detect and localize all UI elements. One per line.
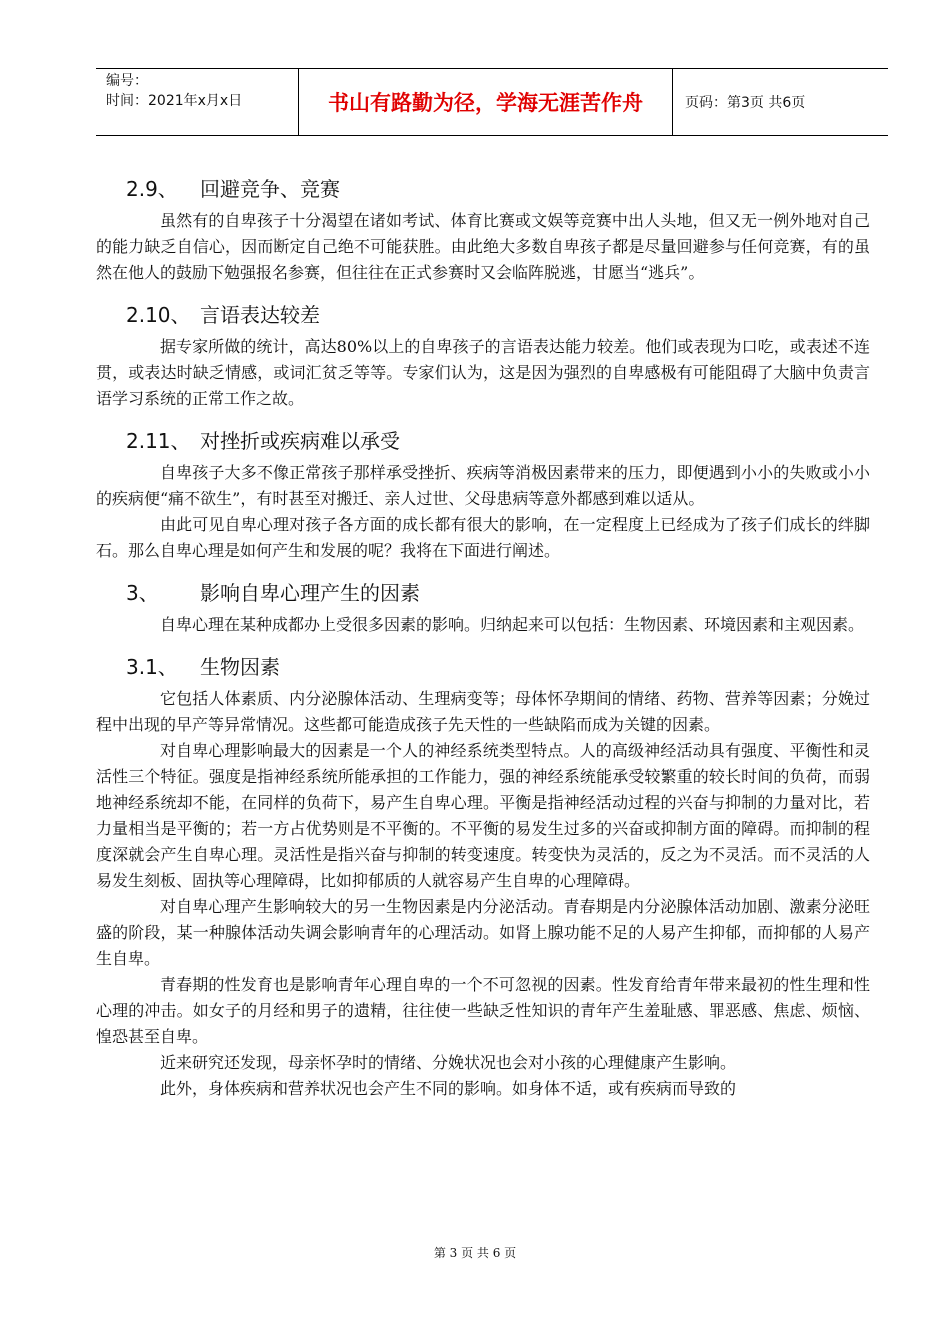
paragraph: 自卑孩子大多不像正常孩子那样承受挫折、疾病等消极因素带来的压力，即便遇到小小的失败或小小的疾病便“痛不欲生”，有时甚至对搬迁、亲人过世、父母患病等意外都感到难以适从。 (96, 463, 870, 508)
paragraph: 对自卑心理影响最大的因素是一个人的神经系统类型特点。人的高级神经活动具有强度、平衡性和灵活性三个特征。强度是指神经系统所能承担的工作能力，强的神经系统能承受较繁重的较长时间的负荷，而弱地神经系统却不能，在同样的负荷下，易产生自卑心理。平衡是指神经活动过程的兴奋与抑制的力量对比，若力量相当是平衡的；若一方占优势则是不平衡的。不平衡的易发生过多的兴奋或抑制方面的障碍。而抑制的程度深就会产生自卑心理。灵活性是指兴奋与抑制的转变速度。转变快为灵活的，反之为不灵活。而不灵活的人易发生刻板、固执等心理障碍，比如抑郁质的人就容易产生自卑的心理障碍。 (96, 741, 870, 890)
section-number: 2.9、 (126, 177, 178, 201)
paragraph: 对自卑心理产生影响较大的另一生物因素是内分泌活动。青春期是内分泌腺体活动加剧、激素分泌旺盛的阶段，某一种腺体活动失调会影响青年的心理活动。如肾上腺功能不足的人易产生抑郁，而抑郁的人易产生自卑。 (96, 897, 870, 968)
page-footer: 第 3 页 共 6 页 (433, 1246, 517, 1260)
section-heading (126, 300, 870, 330)
section-title: 生物因素 (200, 655, 280, 679)
header-motto: 书山有路勤为径，学海无涯苦作舟 (299, 69, 673, 135)
section-title: 言语表达较差 (200, 303, 320, 327)
section-title: 影响自卑心理产生的因素 (200, 581, 420, 605)
paragraph: 自卑心理在某种成都办上受很多因素的影响。归纳起来可以包括：生物因素、环境因素和主观因素。 (160, 615, 865, 634)
paragraph: 近来研究还发现，母亲怀孕时的情绪、分娩状况也会对小孩的心理健康产生影响。 (160, 1053, 737, 1072)
paragraph: 据专家所做的统计，高达80%以上的自卑孩子的言语表达能力较差。他们或表现为口吃，或表述不连贯，或表达时缺乏情感，或词汇贫乏等等。专家们认为，这是因为强烈的自卑感极有可能阻碍了大脑中负责言语学习系统的正常工作之故。 (96, 337, 870, 408)
section-heading (126, 426, 870, 456)
page-header (96, 68, 888, 136)
section-number: 3.1、 (126, 655, 178, 679)
section-number: 2.10、 (126, 303, 191, 327)
paragraph: 由此可见自卑心理对孩子各方面的成长都有很大的影响，在一定程度上已经成为了孩子们成长的绊脚石。那么自卑心理是如何产生和发展的呢？我将在下面进行阐述。 (96, 515, 870, 560)
paragraph: 青春期的性发育也是影响青年心理自卑的一个不可忽视的因素。性发育给青年带来最初的性生理和性心理的冲击。如女子的月经和男子的遗精，往往使一些缺乏性知识的青年产生羞耻感、罪恶感、焦虑、烦恼、惶恐甚至自卑。 (96, 975, 870, 1046)
document-time-label: 时间：2021年x月x日 (106, 93, 243, 109)
header-meta (96, 69, 299, 135)
section-number: 2.11、 (126, 429, 191, 453)
paragraph: 此外，身体疾病和营养状况也会产生不同的影响。如身体不适，或有疾病而导致的 (160, 1079, 737, 1098)
document-body (96, 160, 870, 1102)
paragraph: 它包括人体素质、内分泌腺体活动、生理病变等；母体怀孕期间的情绪、药物、营养等因素；分娩过程中出现的早产等异常情况。这些都可能造成孩子先天性的一些缺陷而成为关键的因素。 (96, 689, 870, 734)
section-title: 对挫折或疾病难以承受 (200, 429, 400, 453)
section-heading (126, 578, 870, 608)
section-title: 回避竞争、竞赛 (200, 177, 340, 201)
section-number: 3、 (126, 581, 159, 605)
paragraph: 虽然有的自卑孩子十分渴望在诸如考试、体育比赛或文娱等竞赛中出人头地，但又无一例外地对自己的能力缺乏自信心，因而断定自己绝不可能获胜。由此绝大多数自卑孩子都是尽量回避参与任何竞赛，有的虽然在他人的鼓励下勉强报名参赛，但往往在正式参赛时又会临阵脱逃，甘愿当“逃兵”。 (96, 211, 870, 282)
section-heading (126, 652, 870, 682)
header-page-info: 页码：第3页 共6页 (685, 95, 806, 111)
section-heading (126, 174, 870, 204)
document-number-label: 编号： (106, 73, 148, 89)
